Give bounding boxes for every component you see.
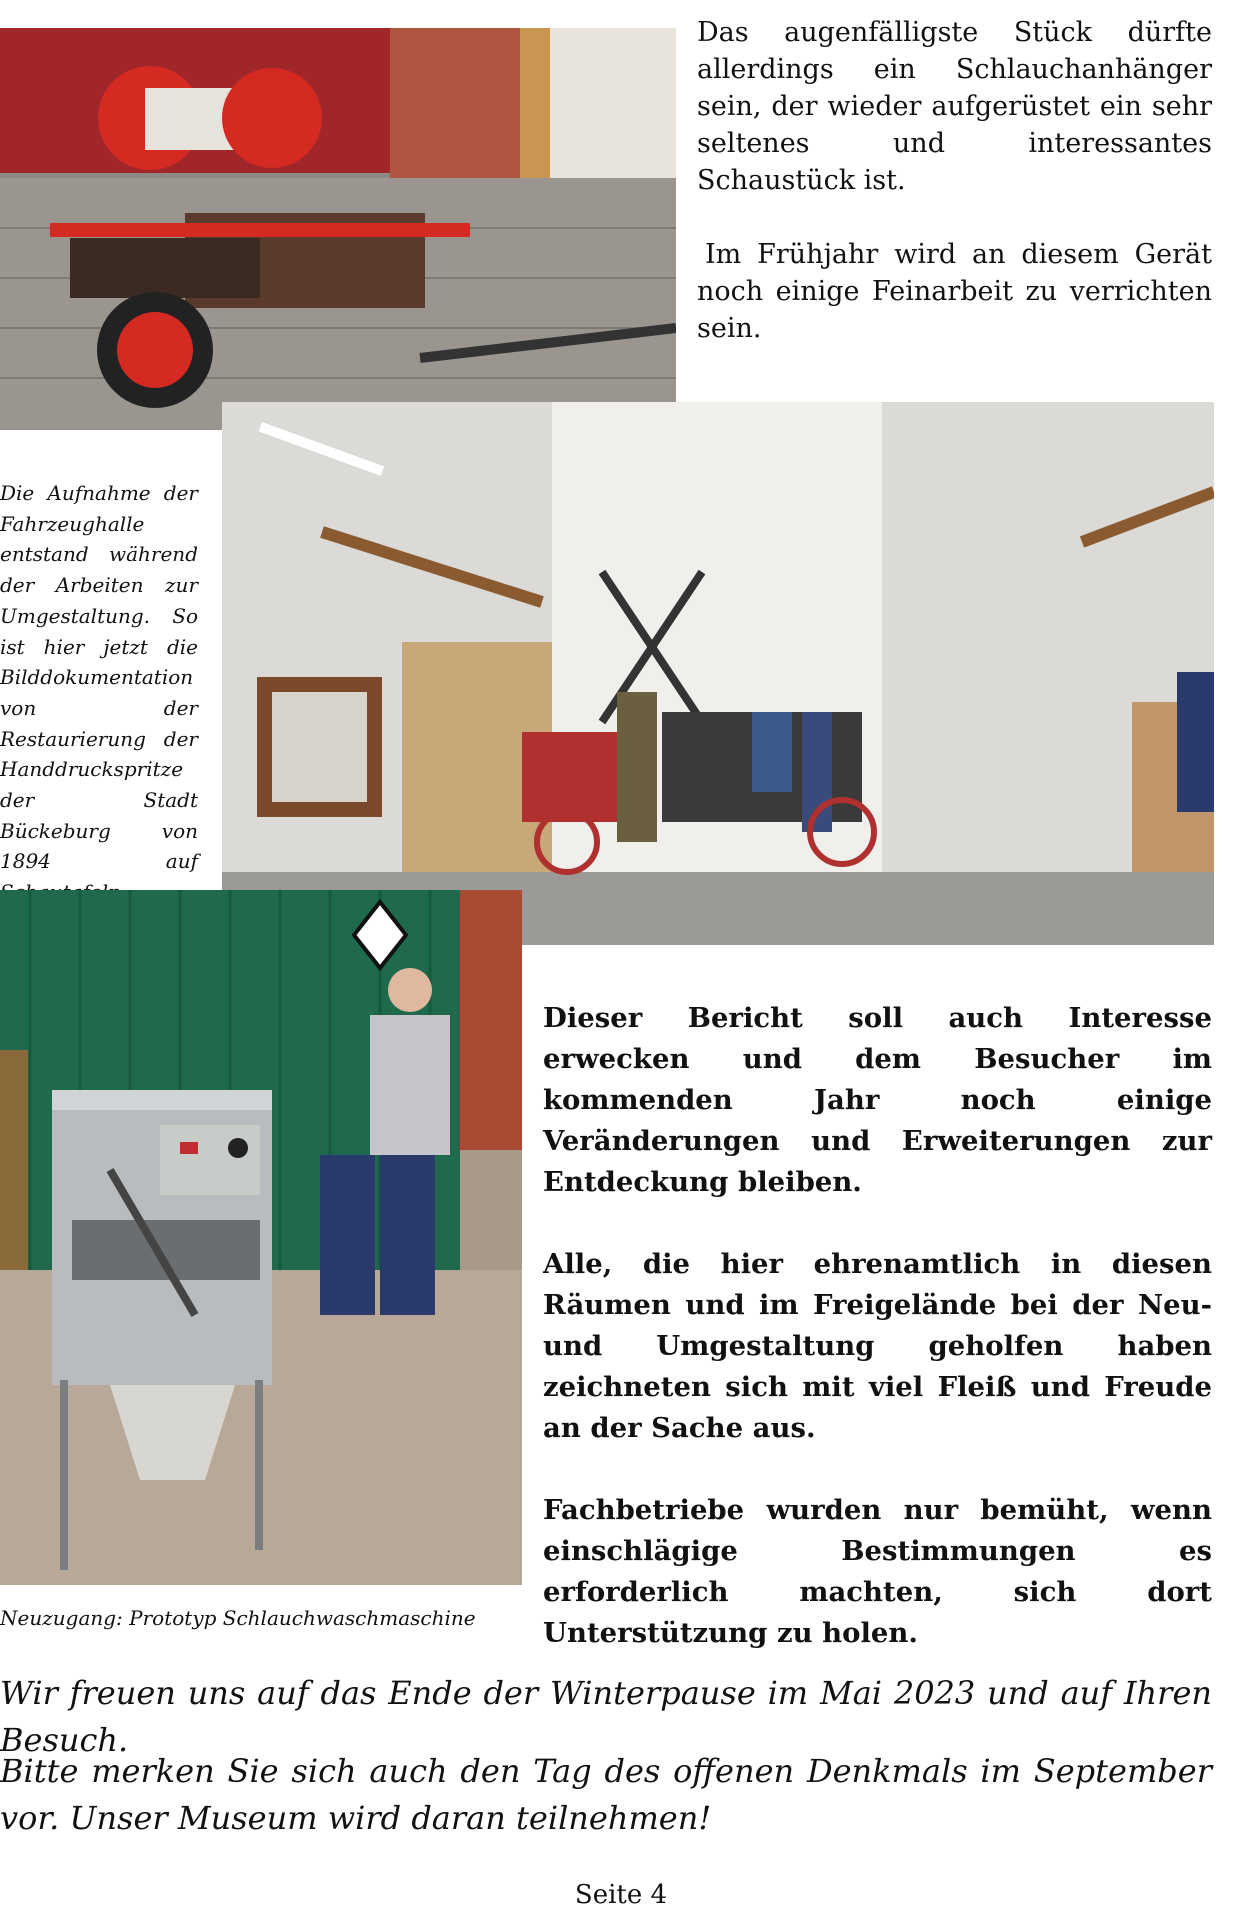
report-paragraph-1: Dieser Bericht soll auch Interesse erwecken und dem Besucher im kommenden Jahr noch einige Veränderungen und Erweiterungen zur Entdeckung bleiben. [543, 1002, 1212, 1198]
closing-line-1: Wir freuen uns auf das Ende der Winterpause im Mai 2023 und auf Ihren Besuch. [0, 1674, 1212, 1759]
caption-vehicle-hall: Die Aufnahme der Fahrzeughalle entstand während der Arbeiten zur Umgestaltung. So ist hier jetzt die Bilddokumentation von der Restaurierung der Handdruckspritze der Stadt Bückeburg von 1894 auf [0, 481, 198, 874]
report-text [543, 998, 1212, 1695]
closing-line-2: Bitte merken Sie sich auch den Tag des offenen Denkmals im September vor. Unser Museum wird daran teilnehmen! [0, 1752, 1212, 1837]
trailer-paragraph-1: Das augenfälligste Stück dürfte allerdings ein Schlauchanhänger sein, der wieder aufgerüstet ein sehr seltenes und interessantes Schaustück ist. [697, 17, 1212, 196]
report-paragraph-3: Fachbetriebe wurden nur bemüht, wenn einschlägige Bestimmungen es erforderlich machten, sich dort Unterstützung zu holen. [543, 1494, 1212, 1649]
photo-vehicle-hall [222, 402, 1214, 945]
report-paragraph-2: Alle, die hier ehrenamtlich in diesen Räumen und im Freigelände bei der Neu- und Umgestaltung geholfen haben zeichneten sich mit viel Fleiß und Freude an der Sache aus. [543, 1248, 1212, 1444]
caption-hose-washing-machine: Neuzugang: Prototyp Schlauchwaschmaschine [0, 1606, 476, 1630]
page-number: Seite 4 [574, 1880, 668, 1910]
trailer-paragraph-2: Im Frühjahr wird an diesem Gerät noch einige Feinarbeit zu verrichten sein. [697, 239, 1212, 344]
trailer-description [697, 14, 1212, 384]
photo-hose-washing-machine [0, 890, 522, 1585]
photo-hose-trailer [0, 28, 676, 430]
